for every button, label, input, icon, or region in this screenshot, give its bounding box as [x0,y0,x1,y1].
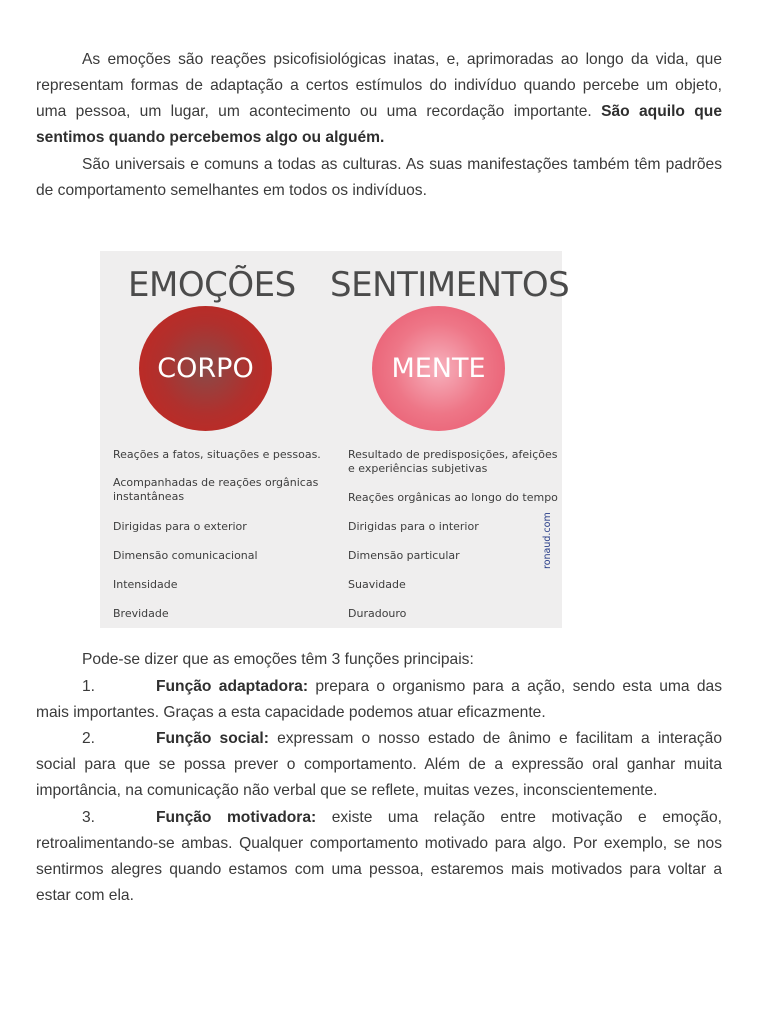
intro-paragraph-2 [36,152,722,204]
function-item-1 [36,674,722,726]
corpo-label: CORPO [157,353,254,384]
intro-text: As emoções são reações psicofisiológicas inatas, e, aprimoradas ao longo da vida, que representam formas de adaptação a certos estímulos do indivíduo quando percebe um objeto, uma pessoa, um lugar, um acontecimento ou uma recordação importante. [36,51,722,120]
function-number: 1. [82,678,96,695]
intro-paragraph-1 [36,47,722,151]
left-item: Brevidade [113,607,169,620]
right-item: Suavidade [348,578,406,591]
left-item: Intensidade [113,578,178,591]
right-item: Reações orgânicas ao longo do tempo [348,491,558,504]
left-item: Reações a fatos, situações e pessoas. [113,448,321,461]
function-number: 3. [82,809,96,826]
function-title: Função motivadora: [156,809,317,826]
emotions-feelings-figure [100,251,570,628]
function-text: existe uma relação entre motivação e emoção, retroalimentando-se ambas. Qualquer comportamento motivado para algo. Por exemplo, se nos sentirmos alegres quando estamos com uma pessoa, estaremos mais motivados para voltar a estar com ela. [36,809,723,904]
right-item: Dirigidas para o interior [348,520,479,533]
left-item: Dimensão comunicacional [113,549,258,562]
functions-intro-text: Pode-se dizer que as emoções têm 3 funções principais: [82,651,474,668]
left-item: Dirigidas para o exterior [113,520,247,533]
function-number: 2. [82,730,96,747]
function-item-2 [36,726,722,804]
function-title: Função adaptadora: [156,678,309,695]
figure-watermark: ronaud.com [542,512,553,569]
right-item: Duradouro [348,607,407,620]
right-item: Dimensão particular [348,549,460,562]
left-item: Acompanhadas de reações orgânicas instantâneas [113,476,319,503]
intro-bold-text: São aquilo que sentimos quando percebemos algo ou alguém. [36,103,722,146]
function-text: expressam o nosso estado de ânimo e facilitam a interação social para que se possa prever o comportamento. Além de a expressão oral ganhar muita importância, na comunicação não verbal que se reflete, muitas vezes, inconscientemente. [36,730,722,799]
functions-intro [36,647,722,673]
corpo-circle [139,306,272,431]
right-item: Resultado de predisposições, afeições e experiências subjetivas [348,448,558,475]
mente-label: MENTE [391,353,486,384]
figure-title-emocoes: EMOÇÕES [128,265,296,305]
mente-circle [372,306,505,431]
function-title: Função social: [156,730,269,747]
function-item-3 [36,805,722,909]
intro-text-2: São universais e comuns a todas as culturas. As suas manifestações também têm padrões de comportamento semelhantes em todos os indivíduos. [36,156,722,199]
function-text: prepara o organismo para a ação, sendo esta uma das mais importantes. Graças a esta capacidade podemos atuar eficazmente. [36,678,722,721]
figure-title-sentimentos: SENTIMENTOS [330,265,570,305]
